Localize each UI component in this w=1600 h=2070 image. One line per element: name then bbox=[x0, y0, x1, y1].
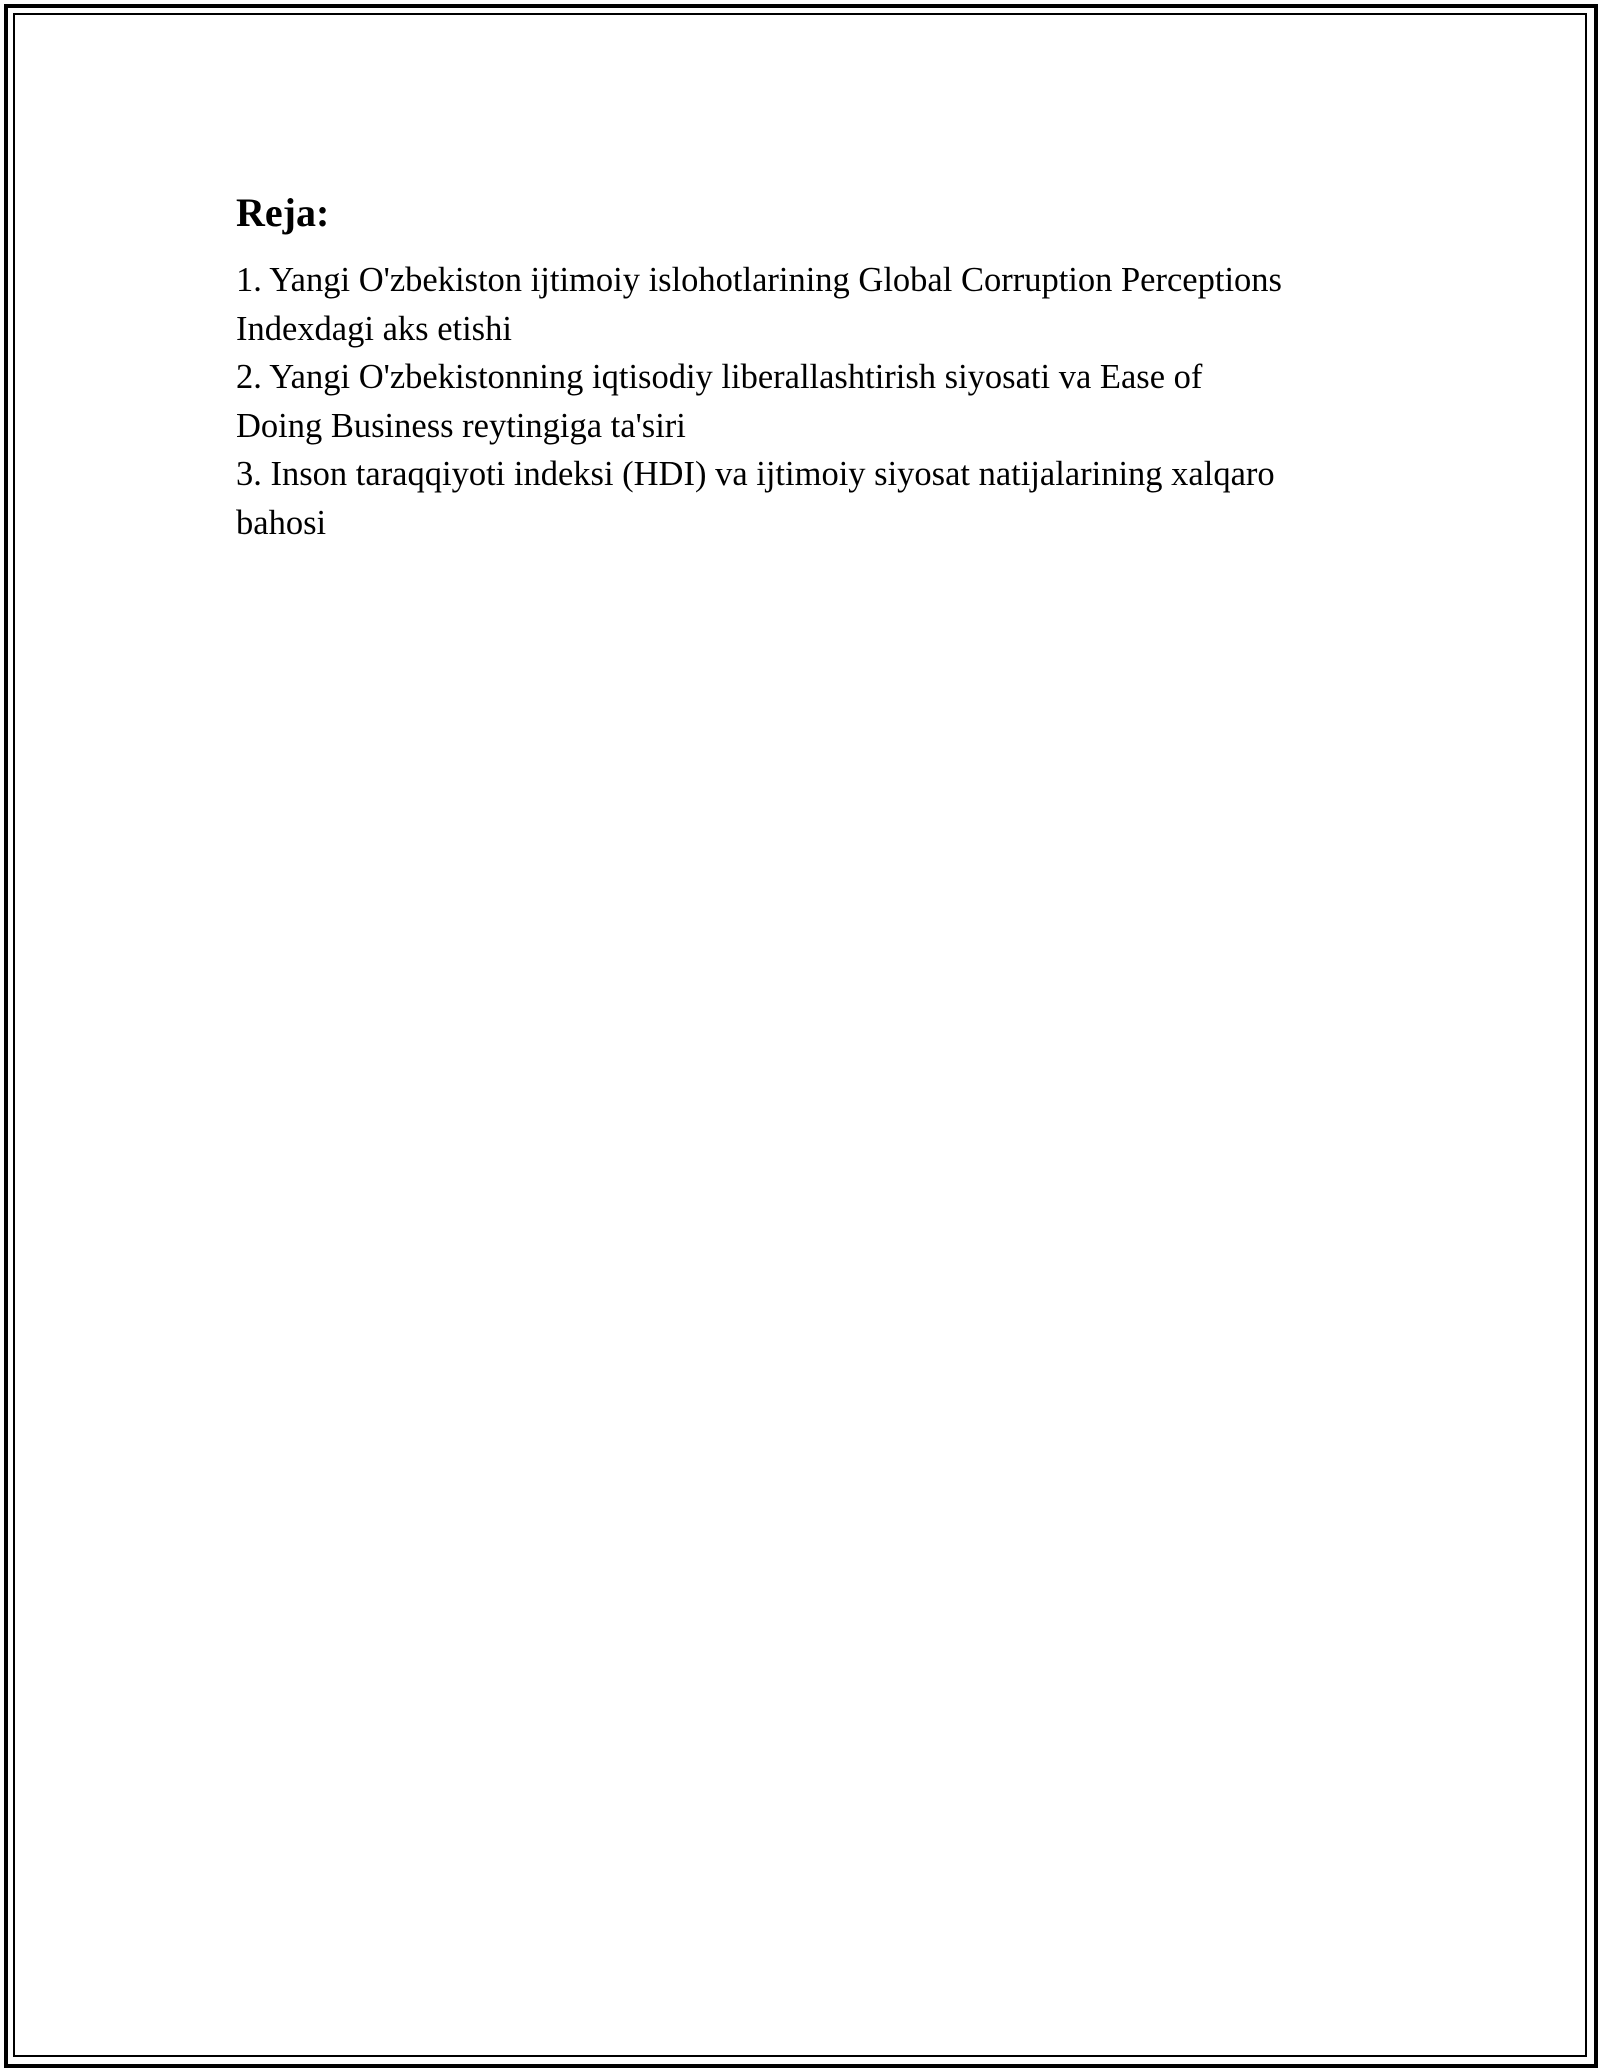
document-body bbox=[236, 186, 1386, 547]
plan-heading: Reja: bbox=[236, 190, 330, 235]
plan-item-2 bbox=[236, 353, 1386, 450]
plan-item-3-line-1: 3. Inson taraqqiyoti indeksi (HDI) va ijtimoiy siyosat natijalarining xalqaro bbox=[236, 455, 1275, 493]
plan-item-1-line-2: Indexdagi aks etishi bbox=[236, 309, 512, 348]
plan-item-1-line-1: 1. Yangi O'zbekiston ijtimoiy islohotlarining Global Corruption Perceptions bbox=[236, 261, 1282, 299]
plan-list bbox=[236, 256, 1386, 547]
plan-item-2-line-1: 2. Yangi O'zbekistonning iqtisodiy liberallashtirish siyosati va Ease of bbox=[236, 358, 1203, 396]
plan-item-2-line-2: Doing Business reytingiga ta'siri bbox=[236, 406, 686, 445]
plan-item-3-line-2: bahosi bbox=[236, 503, 327, 542]
plan-item-3 bbox=[236, 450, 1386, 547]
plan-item-1 bbox=[236, 256, 1386, 353]
